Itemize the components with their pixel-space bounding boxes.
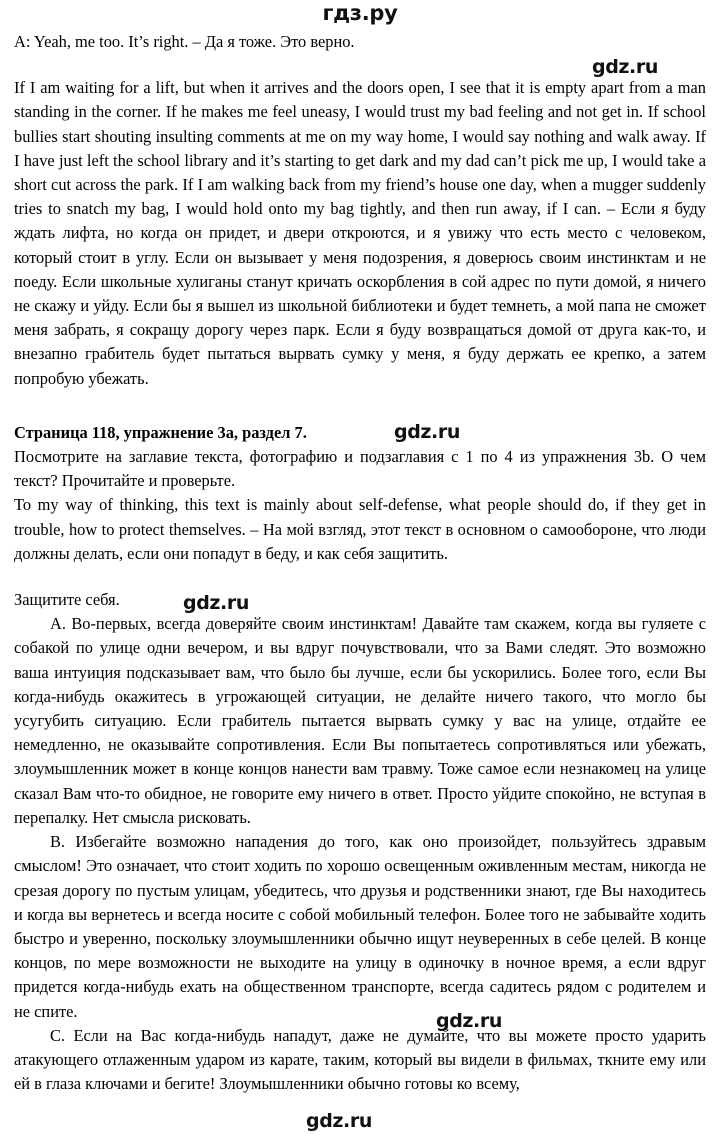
exercise-heading: Страница 118, упражнение 3a, раздел 7. [14,422,307,442]
exercise-answer: To my way of thinking, this text is mainly about self-defense, what people should do, if they get in trouble, how to protect themselves. – На мой взгляд, этот текст в основном о самообороне, что люди должны делать, если они попадут в беду, и как себя защитить. [14,495,706,563]
exercise-task: Посмотрите на заглавие текста, фотографию и подзаглавия с 1 по 4 из упражнения 3b. О чем текст? Прочитайте и проверьте. [14,447,706,491]
watermark: gdz.ru [592,56,658,78]
paragraph-c: C. Если на Вас когда-нибудь нападут, даже не думайте, что вы можете просто ударить атакующего отлаженным ударом из карате, таким, который вы видели в фильмах, ткните ему или ей в глаза ключами и бегите! Злоумышленники обычно готовы ко всему, [14,1025,706,1094]
watermark: gdz.ru [306,1110,372,1132]
site-logo[interactable]: гдз.ру [322,1,398,25]
watermark: gdz.ru [394,421,460,443]
watermark: gdz.ru [436,1010,502,1032]
watermark: gdz.ru [183,592,249,614]
spacer [14,391,706,421]
paragraph-a: A. Во-первых, всегда доверяйте своим инстинктам! Давайте там скажем, когда вы гуляете с собакой по улице одни вечером, и вы вдруг почувствовали, что за Вами следят. Это возможно ваша интуиция подсказывает вам, что было бы лучше, если бы ускорились. Более того, если Вы когда-нибудь окажитесь в угрожающей ситуации, не делайте ничего такого, что могло бы усугубить ситуацию. Если грабитель пытается вырвать сумку у вас на улице, отдайте ее немедленно, не оказывайте сопротивления. Если Вы попытаетесь сопротивляться или убежать, злоумышленник может в конце концов нанести вам травму. Тоже самое если незнакомец на улице сказал Вам что-то обидное, не говорите ему ничего в ответ. Просто уйдите спокойно, не вступая в перепалку. Нет смысла рисковать. [14,614,706,827]
dialogue-line: A: Yeah, me too. It’s right. – Да я тоже. Это верно. [14,32,355,51]
spacer [14,54,706,76]
paragraph-b: B. Избегайте возможно нападения до того, как оно произойдет, пользуйтесь здравым смыслом! Это означает, что стоит ходить по хорошо освещенным оживленным местам, никогда не срезая дорогу по пустым улицам, убедитесь, что друзья и родственники знают, где Вы находитесь и когда вы вернетесь и всегда носите с собой мобильный телефон. Более того не забывайте ходить быстро и уверенно, поскольку злоумышленники обычно ищут неуверенных в себе целей. В конце концов, по мере возможности не выходите на улицу в одиночку в ночное время, а если вдруг придется когда-нибудь ехать на общественном транспорте, всегда садитесь рядом с родителем и не спите. [14,832,706,1021]
page-content [0,30,720,1096]
section-title: Защитите себя. [14,590,120,610]
site-header [0,0,720,30]
spacer [14,566,706,588]
paragraph-lift-story: If I am waiting for a lift, but when it arrives and the doors open, I see that it is empty apart from a man standing in the corner. If he makes me feel uneasy, I would trust my bad feeling and not get in. If school bullies start shouting insulting comments at me on my way home, I would say nothing and walk away. If I have just left the school library and it’s starting to get dark and my dad can’t pick me up, I would take a short cut across the park. If I am walking back from my friend’s house one day, when a mugger suddenly tries to snatch my bag, I would hold onto my bag tightly, and then run away, if I can. – Если я буду ждать лифта, но когда он придет, и двери откроются, и я увижу что есть место с человеком, который стоит в углу. Если он вызывает у меня подозрения, я доверюсь своим инстинктам и не поеду. Если школьные хулиганы станут кричать оскорбления в сой адрес по пути домой, я ничего не скажу и уйду. Если бы я вышел из школьной библиотеки и будет темнеть, а мой папа не сможет меня забрать, я сокращу дорогу через парк. Если я буду возвращаться домой от друга как-то, и внезапно грабитель будет пытаться вырвать сумку у меня, я буду держать ее крепко, а затем попробую убежать. [14,78,706,388]
